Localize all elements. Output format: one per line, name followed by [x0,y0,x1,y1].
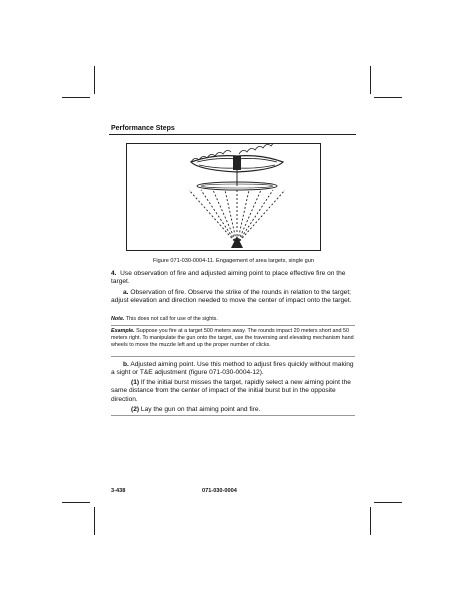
note-rule [111,325,355,326]
example-text: Suppose you fire at a target 500 meters away. The rounds impact 20 meters short and 50 meters right. To manipulate the gun onto the target, use the traversing and elevating mechanism hand wheels to move the muzzle left and up the proper number of clicks. [111,328,354,348]
step-4b-label: b. [123,361,129,368]
step-4b1-label: (1) [131,379,140,386]
crop-mark-top-left-horizontal [62,97,90,98]
step-4-paragraph [111,270,355,287]
note-label: Note. [111,316,125,322]
fire-cone-rays [189,190,285,244]
crop-mark-top-right-horizontal [374,97,402,98]
step-4a-text: Observation of fire. Observe the strike of the rounds in relation to the target; adjust elevation and direction needed to move the center of impact onto the target. [111,289,352,305]
note-paragraph [111,316,355,323]
crop-mark-top-left-vertical [94,66,95,94]
step-4b1-paragraph [111,379,355,404]
example-paragraph [111,328,355,349]
crop-mark-bottom-left-horizontal [62,502,90,503]
gun-position-marker [231,236,243,248]
example-rule [111,356,355,357]
footer-page-number: 3-438 [111,488,126,494]
section-header: Performance Steps [111,125,175,132]
step-4b-text: Adjusted aiming point. Use this method to adjust fires quickly without making a sight or T&E adjustment (figure 071-030-0004-12). [111,361,354,377]
step-4b2-paragraph [111,406,355,414]
step-4a-paragraph [111,289,355,306]
figure-frame [126,143,321,251]
step-4-text: Use observation of fire and adjusted aiming point to place effective fire on the target. [111,270,346,286]
crop-mark-bottom-right-vertical [370,507,371,535]
step-4a-label: a. [123,289,129,296]
crop-mark-bottom-left-vertical [94,507,95,535]
header-rule [109,134,356,135]
figure-caption: Figure 071-030-0004-11. Engagement of area targets, single gun [153,258,314,264]
note-text: This does not call for use of the sights. [125,316,218,322]
crop-mark-bottom-right-horizontal [374,502,402,503]
step-4b2-text: Lay the gun on that aiming point and fire. [140,406,261,413]
step-4b-paragraph [111,361,355,378]
step-4b1-text: If the initial burst misses the target, rapidly select a new aiming point the same distance from the center of impact of the initial burst but in the opposite direction. [111,379,351,403]
footer-task-number: 071-030-0004 [202,488,237,494]
step-4-number: 4. [111,270,117,277]
crop-mark-top-right-vertical [370,66,371,94]
step-4b2-label: (2) [131,406,140,413]
target-center-marker [233,156,241,170]
area-target-fire-pattern-icon [127,144,320,250]
step-4b2-rule [111,415,355,416]
example-label: Example. [111,328,135,334]
